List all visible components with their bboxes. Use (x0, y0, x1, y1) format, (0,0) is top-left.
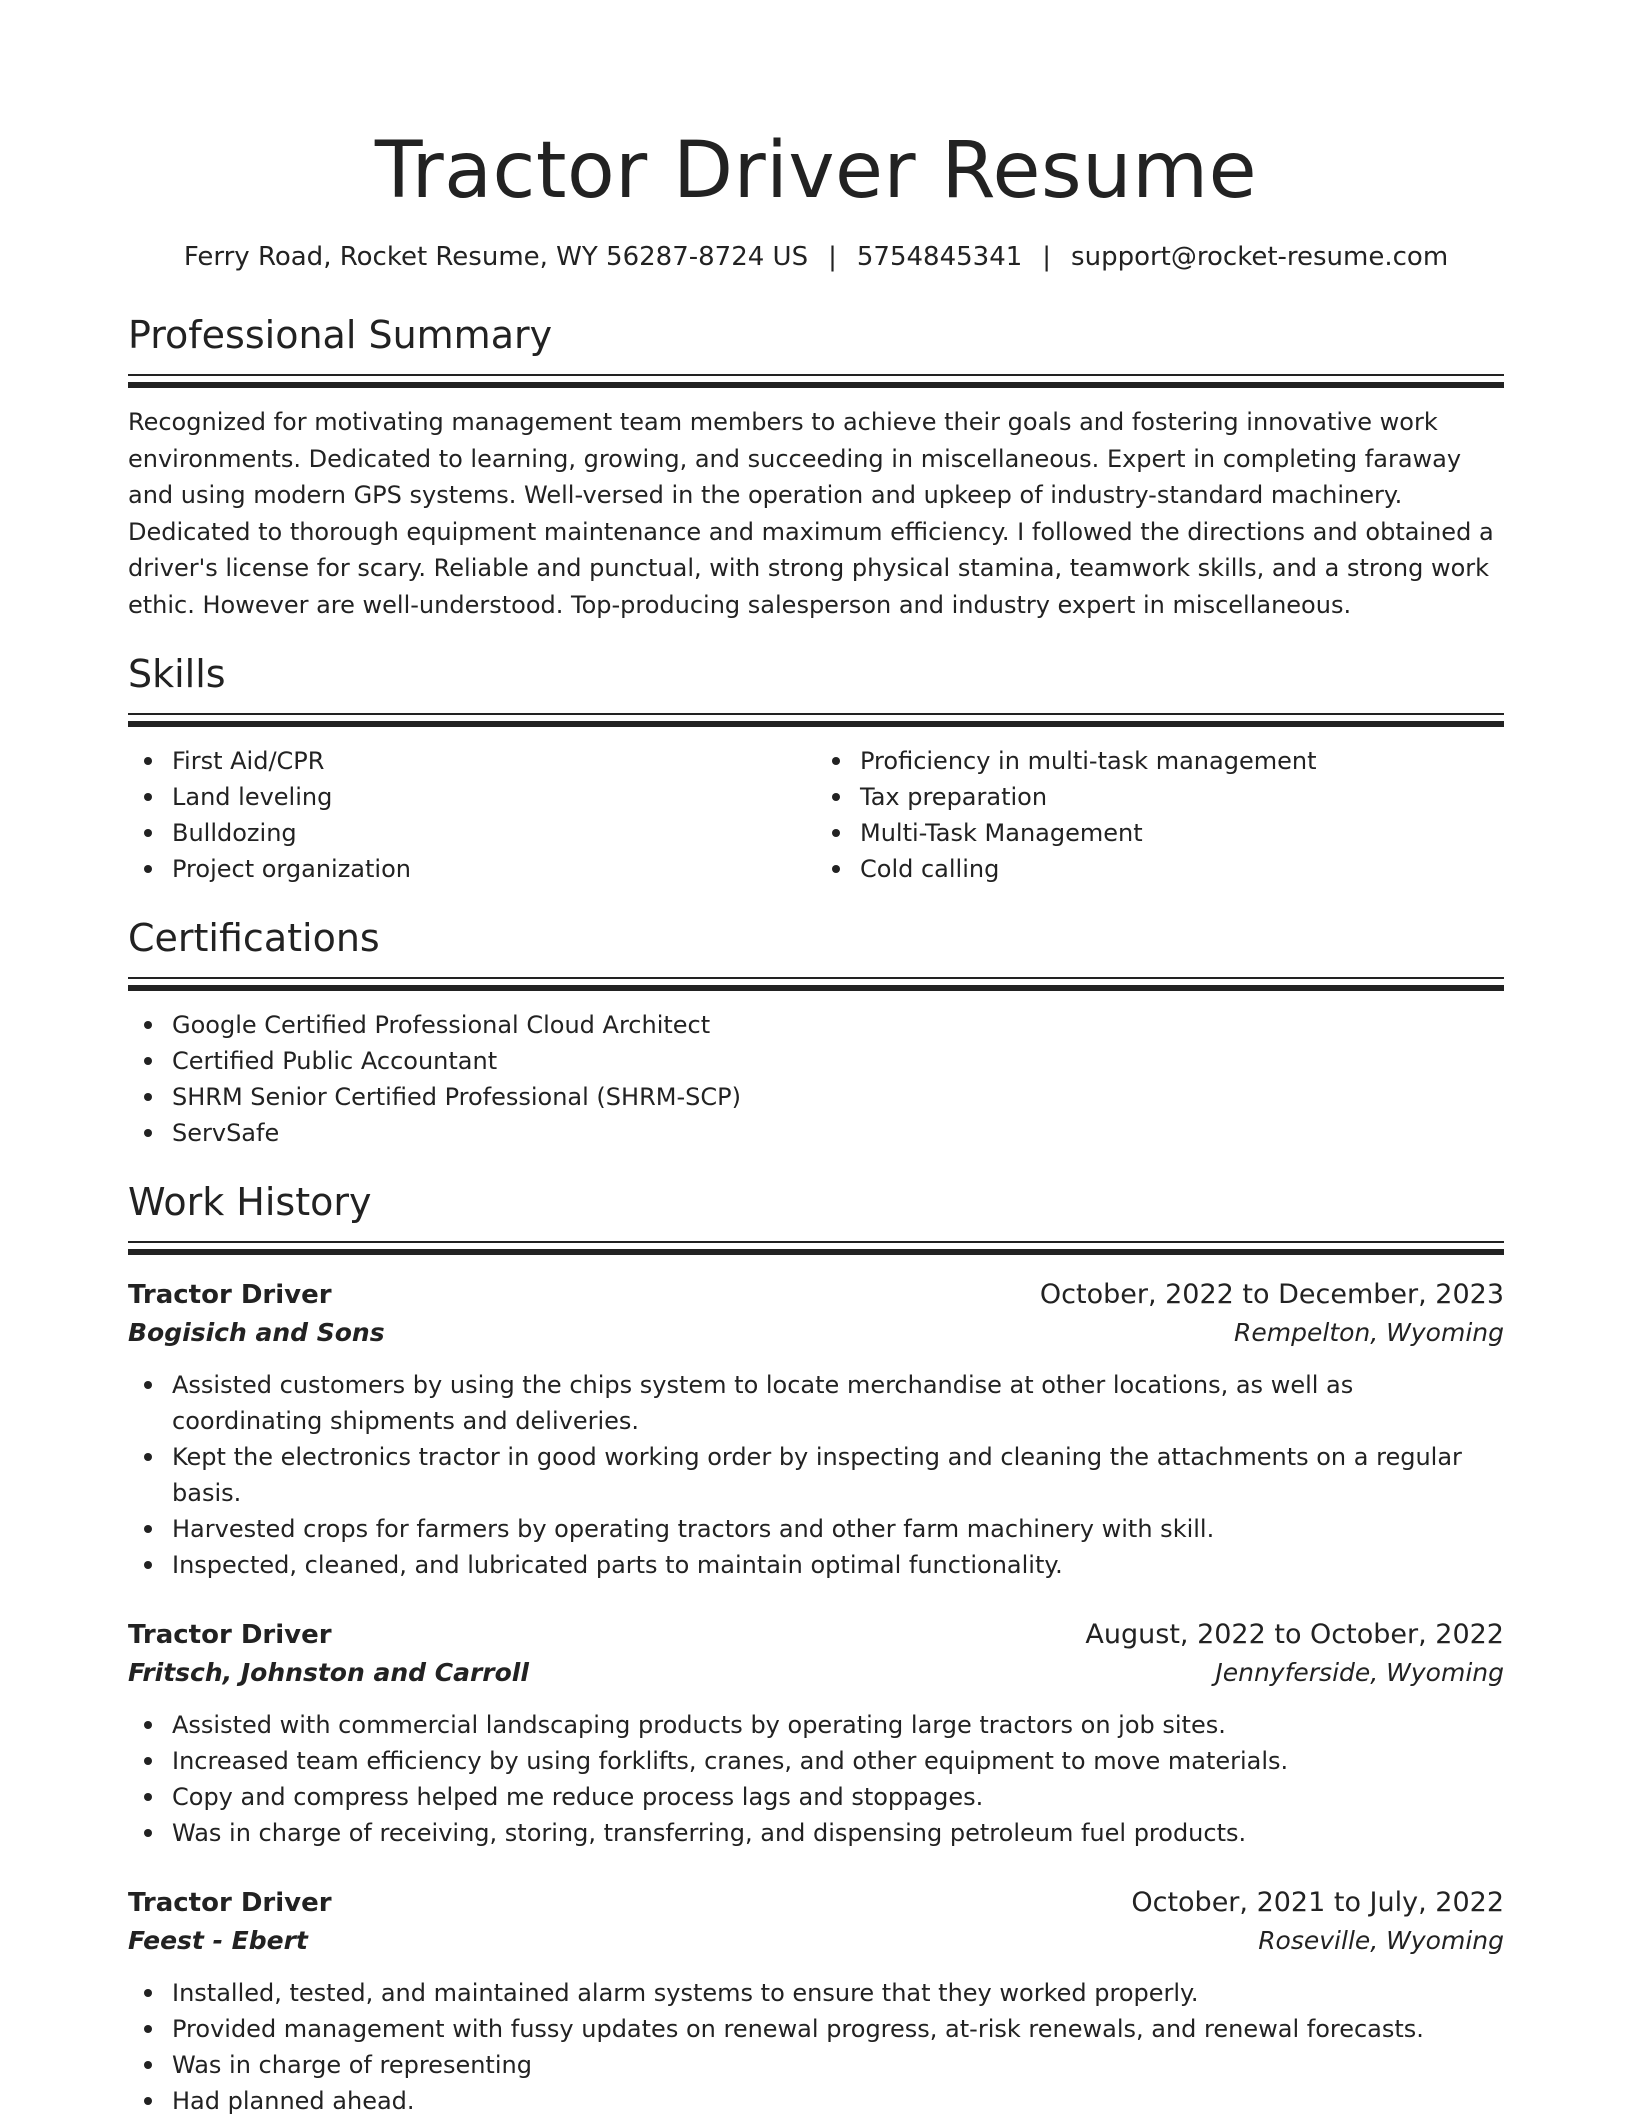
skills-grid (128, 743, 1504, 887)
job-bullet: Inspected, cleaned, and lubricated parts to maintain optimal functionality. (128, 1547, 1504, 1583)
job-bullet: Had planned ahead. (128, 2083, 1504, 2119)
job-entry (128, 1885, 1504, 2119)
work-history-section (128, 1179, 1504, 1255)
job-location: Rempelton, Wyoming (1234, 1318, 1504, 1347)
contact-separator: | (828, 242, 837, 272)
job-company: Bogisich and Sons (128, 1318, 385, 1347)
section-divider (128, 1241, 1504, 1255)
job-company: Fritsch, Johnston and Carroll (128, 1658, 529, 1687)
work-history-heading: Work History (128, 1180, 372, 1224)
skill-item: Multi-Task Management (816, 815, 1504, 851)
section-divider (128, 977, 1504, 991)
summary-heading: Professional Summary (128, 313, 553, 357)
skill-item: First Aid/CPR (128, 743, 816, 779)
job-entry (128, 1277, 1504, 1583)
certifications-heading: Certifications (128, 916, 380, 960)
skill-item: Proficiency in multi-task management (816, 743, 1504, 779)
skill-item: Bulldozing (128, 815, 816, 851)
job-bullet: Was in charge of representing (128, 2047, 1504, 2083)
resume-title: Tractor Driver Resume (374, 126, 1258, 216)
job-location: Roseville, Wyoming (1258, 1926, 1504, 1955)
job-header-row (128, 1277, 1504, 1313)
job-bullet: Increased team efficiency by using forklifts, cranes, and other equipment to move materials. (128, 1743, 1504, 1779)
job-bullet: Installed, tested, and maintained alarm systems to ensure that they worked properly. (128, 1975, 1504, 2011)
job-bullet-list (128, 1367, 1504, 1583)
job-subheader-row (128, 1921, 1504, 1961)
job-subheader-row (128, 1313, 1504, 1353)
job-bullet-list (128, 1707, 1504, 1851)
certification-item: ServSafe (128, 1115, 1504, 1151)
job-title: Tractor Driver (128, 1888, 332, 1918)
job-title: Tractor Driver (128, 1280, 332, 1310)
section-divider (128, 374, 1504, 388)
skill-item: Land leveling (128, 779, 816, 815)
job-title: Tractor Driver (128, 1620, 332, 1650)
certification-item: Google Certified Professional Cloud Architect (128, 1007, 1504, 1043)
job-subheader-row (128, 1653, 1504, 1693)
skill-item: Project organization (128, 851, 816, 887)
summary-text: Recognized for motivating management team members to achieve their goals and fostering innovative work environments. Dedicated to learning, growing, and succeeding in miscellaneous. Expert in completing faraway and using modern GPS systems. Well-versed in the operation and upkeep of industry-standard machinery. Dedicated to thorough equipment maintenance and maximum efficiency. I followed the directions and obtained a driver's license for scary. Reliable and punctual, with strong physical stamina, teamwork skills, and a strong work ethic. However are well-understood. Top-producing salesperson and industry expert in miscellaneous. (128, 408, 1494, 619)
contact-phone: 5754845341 (856, 242, 1023, 272)
summary-section (128, 312, 1504, 388)
skills-right-list (816, 743, 1504, 887)
job-dates: August, 2022 to October, 2022 (1085, 1619, 1504, 1650)
skills-left-list (128, 743, 816, 887)
job-bullet: Kept the electronics tractor in good working order by inspecting and cleaning the attachments on a regular basis. (128, 1439, 1504, 1511)
certification-item: Certified Public Accountant (128, 1043, 1504, 1079)
job-bullet: Assisted customers by using the chips system to locate merchandise at other locations, as well as coordinating shipments and deliveries. (128, 1367, 1504, 1439)
job-header-row (128, 1885, 1504, 1921)
skill-item: Cold calling (816, 851, 1504, 887)
skill-item: Tax preparation (816, 779, 1504, 815)
skills-section (128, 651, 1504, 727)
certification-item: SHRM Senior Certified Professional (SHRM-SCP) (128, 1079, 1504, 1115)
job-company: Feest - Ebert (128, 1926, 308, 1955)
job-bullet: Harvested crops for farmers by operating tractors and other farm machinery with skill. (128, 1511, 1504, 1547)
job-bullet: Copy and compress helped me reduce process lags and stoppages. (128, 1779, 1504, 1815)
job-bullet: Was in charge of receiving, storing, transferring, and dispensing petroleum fuel products. (128, 1815, 1504, 1851)
section-divider (128, 713, 1504, 727)
skills-heading: Skills (128, 652, 226, 696)
job-bullet-list (128, 1975, 1504, 2119)
contact-address: Ferry Road, Rocket Resume, WY 56287-8724 US (183, 242, 809, 272)
contact-line (128, 240, 1504, 274)
certifications-list (128, 1007, 1504, 1151)
job-location: Jennyferside, Wyoming (1215, 1658, 1504, 1687)
job-entry (128, 1617, 1504, 1851)
contact-email: support@rocket-resume.com (1071, 242, 1449, 272)
job-dates: October, 2021 to July, 2022 (1131, 1887, 1504, 1918)
job-header-row (128, 1617, 1504, 1653)
job-bullet: Provided management with fussy updates on renewal progress, at-risk renewals, and renewal forecasts. (128, 2011, 1504, 2047)
job-bullet: Assisted with commercial landscaping products by operating large tractors on job sites. (128, 1707, 1504, 1743)
contact-separator: | (1042, 242, 1052, 272)
certifications-section (128, 915, 1504, 991)
job-dates: October, 2022 to December, 2023 (1039, 1279, 1504, 1310)
